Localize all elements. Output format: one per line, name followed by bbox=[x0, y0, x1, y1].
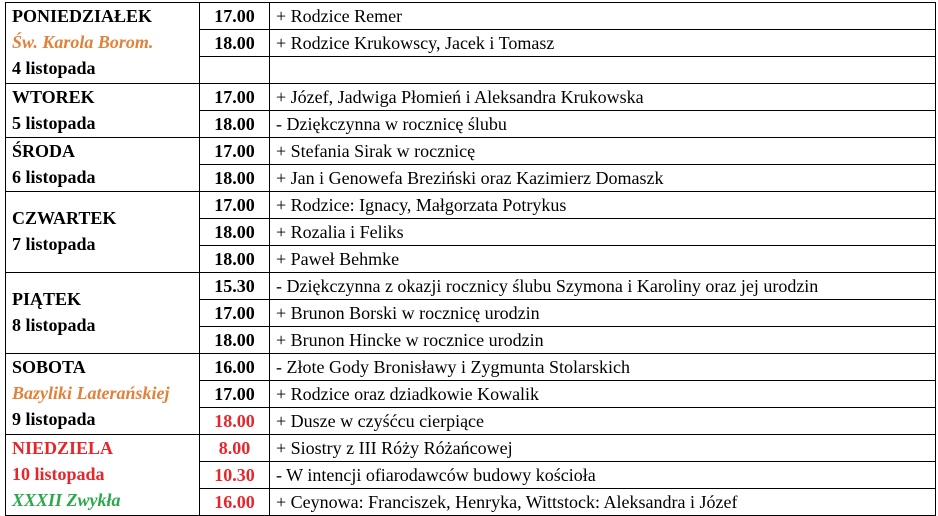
mass-intention: + Jan i Genowefa Breziński oraz Kazimierz Domaszk bbox=[270, 165, 936, 192]
day-name: CZWARTEK bbox=[12, 208, 117, 228]
day-cell bbox=[6, 435, 200, 516]
empty-time-cell bbox=[200, 57, 270, 84]
day-name: SOBOTA bbox=[12, 357, 86, 377]
mass-intention: + Ceynowa: Franciszek, Henryka, Wittstock: Aleksandra i Józef bbox=[270, 489, 936, 516]
day-cell bbox=[6, 192, 200, 273]
mass-time: 16.00 bbox=[200, 489, 270, 516]
mass-intention: + Dusze w czyśćcu cierpiące bbox=[270, 408, 936, 435]
mass-intention: + Rodzice oraz dziadkowie Kowalik bbox=[270, 381, 936, 408]
mass-intention: - Dziękczynna z okazji rocznicy ślubu Szymona i Karoliny oraz jej urodzin bbox=[270, 273, 936, 300]
mass-time: 17.00 bbox=[200, 192, 270, 219]
mass-time: 17.00 bbox=[200, 300, 270, 327]
day-name: NIEDZIELA bbox=[12, 438, 114, 458]
feast-name: Św. Karola Borom. bbox=[12, 32, 154, 52]
mass-intention: - Złote Gody Bronisławy i Zygmunta Stolarskich bbox=[270, 354, 936, 381]
mass-intention: - W intencji ofiarodawców budowy kościoła bbox=[270, 462, 936, 489]
mass-intention: + Brunon Hincke w rocznice urodzin bbox=[270, 327, 936, 354]
day-cell bbox=[6, 3, 200, 84]
day-date: 7 listopada bbox=[12, 234, 96, 254]
mass-time: 15.30 bbox=[200, 273, 270, 300]
mass-time: 18.00 bbox=[200, 30, 270, 57]
day-name: PIĄTEK bbox=[12, 289, 82, 309]
mass-intention: - Dziękczynna w rocznicę ślubu bbox=[270, 111, 936, 138]
empty-intention-cell bbox=[270, 57, 936, 84]
mass-intention: + Paweł Behmke bbox=[270, 246, 936, 273]
day-date: 5 listopada bbox=[12, 112, 96, 133]
mass-intention: + Rodzice: Ignacy, Małgorzata Potrykus bbox=[270, 192, 936, 219]
day-cell bbox=[6, 138, 200, 192]
mass-intention: + Brunon Borski w rocznicę urodzin bbox=[270, 300, 936, 327]
day-name: ŚRODA bbox=[12, 140, 76, 161]
mass-time: 18.00 bbox=[200, 327, 270, 354]
day-date: 4 listopada bbox=[12, 58, 96, 78]
day-date: 9 listopada bbox=[12, 409, 96, 429]
schedule-row bbox=[6, 84, 936, 111]
mass-schedule-body bbox=[6, 3, 936, 516]
mass-intention: + Józef, Jadwiga Płomień i Aleksandra Krukowska bbox=[270, 84, 936, 111]
mass-time: 17.00 bbox=[200, 3, 270, 30]
mass-time: 18.00 bbox=[200, 165, 270, 192]
day-date: 10 listopada bbox=[12, 464, 105, 484]
mass-time: 18.00 bbox=[200, 408, 270, 435]
feast-name: Bazyliki Laterańskiej bbox=[12, 383, 170, 403]
mass-time: 18.00 bbox=[200, 246, 270, 273]
mass-time: 18.00 bbox=[200, 219, 270, 246]
schedule-row bbox=[6, 435, 936, 462]
schedule-row bbox=[6, 273, 936, 300]
mass-intention: + Rodzice Remer bbox=[270, 3, 936, 30]
mass-time: 17.00 bbox=[200, 138, 270, 165]
day-name: WTOREK bbox=[12, 86, 95, 107]
mass-time: 16.00 bbox=[200, 354, 270, 381]
schedule-row bbox=[6, 354, 936, 381]
mass-schedule-table bbox=[5, 2, 936, 516]
mass-intention: + Siostry z III Róży Różańcowej bbox=[270, 435, 936, 462]
mass-time: 18.00 bbox=[200, 111, 270, 138]
day-cell bbox=[6, 354, 200, 435]
mass-time: 10.30 bbox=[200, 462, 270, 489]
schedule-row bbox=[6, 192, 936, 219]
mass-time: 8.00 bbox=[200, 435, 270, 462]
schedule-row bbox=[6, 138, 936, 165]
mass-time: 17.00 bbox=[200, 381, 270, 408]
day-date: 8 listopada bbox=[12, 315, 96, 335]
day-name: PONIEDZIAŁEK bbox=[12, 6, 153, 26]
day-cell bbox=[6, 84, 200, 138]
mass-intention: + Stefania Sirak w rocznicę bbox=[270, 138, 936, 165]
day-cell bbox=[6, 273, 200, 354]
mass-intention: + Rozalia i Feliks bbox=[270, 219, 936, 246]
schedule-row bbox=[6, 3, 936, 30]
mass-time: 17.00 bbox=[200, 84, 270, 111]
mass-intention: + Rodzice Krukowscy, Jacek i Tomasz bbox=[270, 30, 936, 57]
day-date: 6 listopada bbox=[12, 166, 96, 187]
liturgical-week: XXXII Zwykła bbox=[12, 490, 121, 510]
